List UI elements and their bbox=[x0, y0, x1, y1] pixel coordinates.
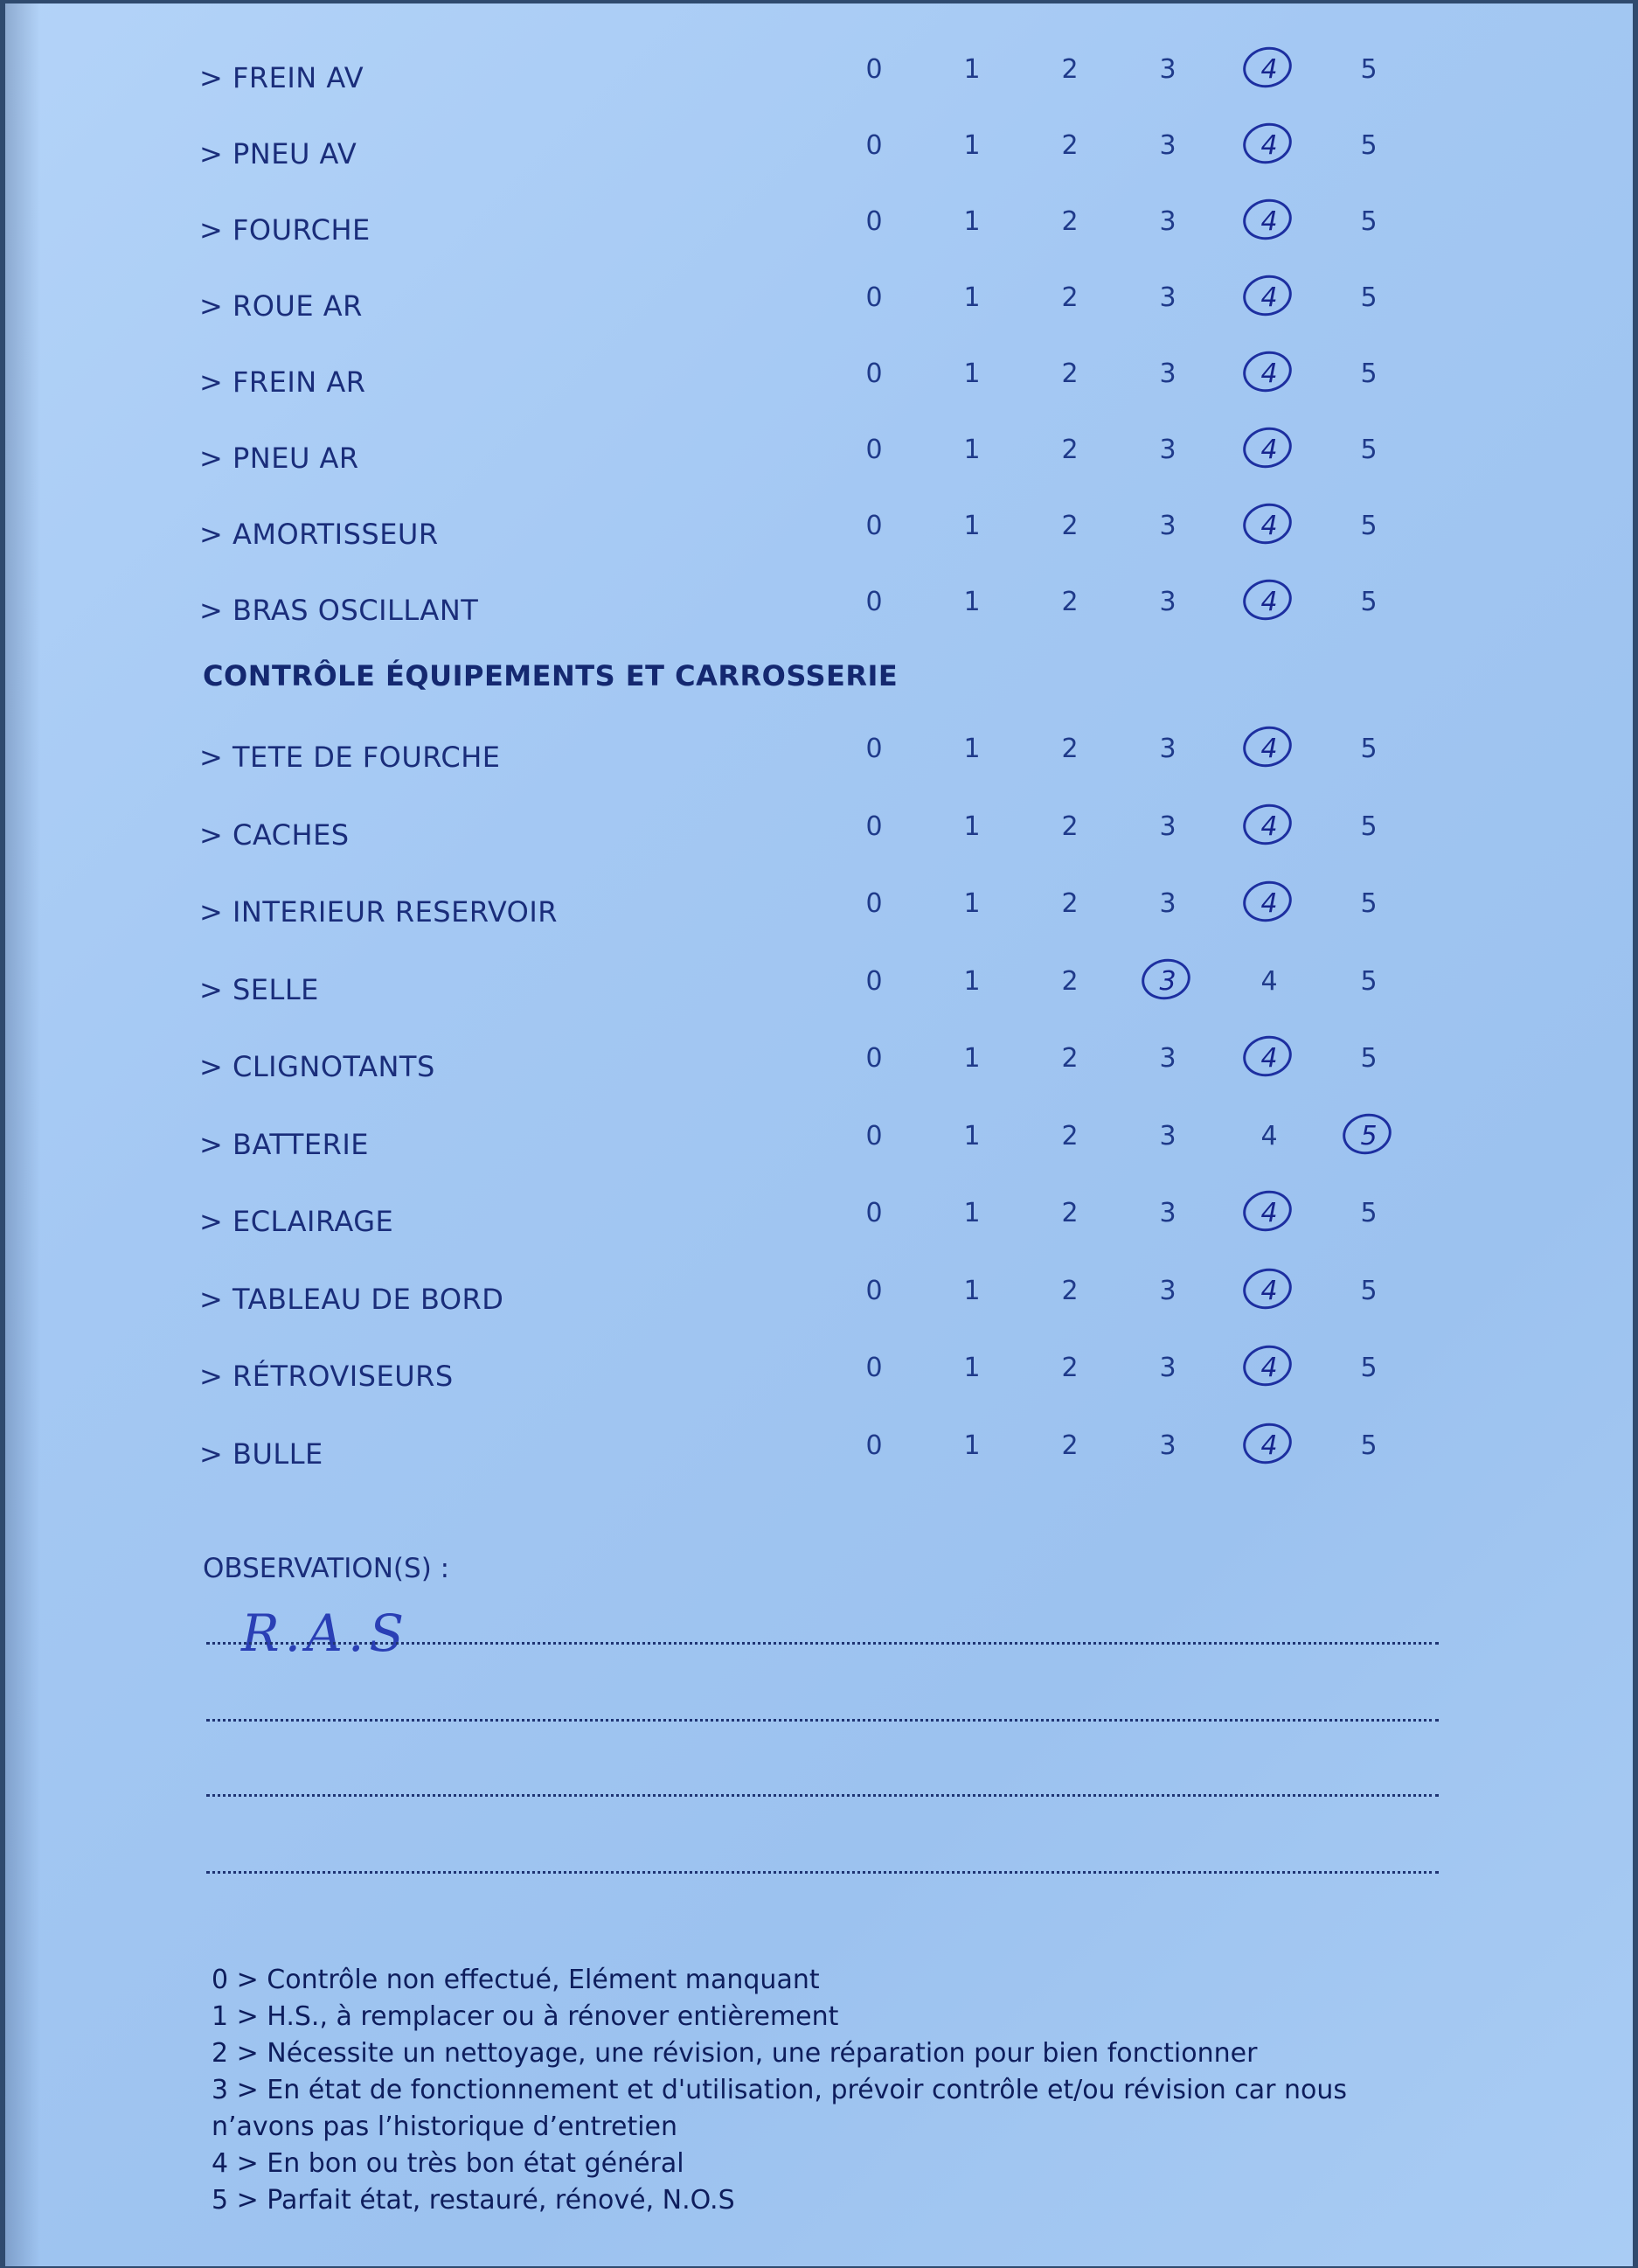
rating-score[interactable] bbox=[1343, 811, 1395, 842]
rating-score-value: 2 bbox=[1061, 1275, 1079, 1306]
handwritten-circle-mark bbox=[1239, 499, 1295, 549]
handwritten-circle-mark bbox=[1239, 1418, 1295, 1468]
rating-score[interactable] bbox=[946, 130, 998, 161]
rating-row bbox=[5, 1043, 1633, 1103]
rating-score[interactable] bbox=[1044, 130, 1096, 161]
rating-score-value: 2 bbox=[1061, 1198, 1079, 1228]
rating-score[interactable] bbox=[1343, 54, 1395, 85]
rating-score[interactable] bbox=[848, 1198, 900, 1228]
rating-score-value: 4 bbox=[1260, 130, 1278, 161]
rating-score-value: 4 bbox=[1260, 1275, 1278, 1306]
legend-line: 3 > En état de fonctionnement et d'utilisation, prévoir contrôle et/ou révision car nous bbox=[212, 2075, 1348, 2105]
rating-score-value: 1 bbox=[963, 511, 981, 541]
rating-row-label: > TETE DE FOURCHE bbox=[199, 741, 501, 774]
rating-score[interactable] bbox=[848, 1276, 900, 1306]
rating-row bbox=[5, 1430, 1633, 1490]
rating-row-label: > TABLEAU DE BORD bbox=[199, 1282, 504, 1316]
rating-score[interactable] bbox=[1343, 435, 1395, 465]
rating-score-value: 1 bbox=[963, 1120, 981, 1151]
rating-score-value: 2 bbox=[1061, 511, 1079, 541]
handwritten-circle-mark bbox=[1239, 799, 1295, 849]
rating-score-value: 0 bbox=[865, 1430, 883, 1461]
rating-score-value: 3 bbox=[1159, 888, 1176, 919]
handwritten-circle-mark bbox=[1138, 954, 1194, 1004]
rating-score[interactable] bbox=[946, 888, 998, 919]
rating-score[interactable] bbox=[1343, 1198, 1395, 1228]
rating-score-value: 5 bbox=[1360, 511, 1378, 541]
rating-score[interactable] bbox=[946, 587, 998, 617]
rating-score-value: 0 bbox=[865, 435, 883, 465]
rating-score-value: 0 bbox=[865, 282, 883, 313]
rating-score[interactable] bbox=[1243, 966, 1295, 997]
rating-score-value: 0 bbox=[865, 587, 883, 617]
rating-score-value: 5 bbox=[1360, 358, 1378, 389]
rating-score[interactable] bbox=[1142, 1121, 1194, 1151]
rating-score-selected[interactable] bbox=[1343, 1121, 1395, 1151]
rating-score[interactable] bbox=[1044, 811, 1096, 842]
handwritten-circle-mark bbox=[1339, 1109, 1395, 1158]
rating-score[interactable] bbox=[1044, 888, 1096, 919]
rating-score-value: 5 bbox=[1360, 206, 1378, 237]
rating-score-value: 2 bbox=[1061, 734, 1079, 764]
rating-score-value: 4 bbox=[1260, 1198, 1278, 1228]
rating-score[interactable] bbox=[946, 1121, 998, 1151]
rating-score[interactable] bbox=[1142, 1043, 1194, 1074]
rating-score-value: 3 bbox=[1159, 1275, 1176, 1306]
rating-score[interactable] bbox=[946, 358, 998, 389]
rating-score-value: 1 bbox=[963, 1275, 981, 1306]
rating-row bbox=[5, 888, 1633, 948]
rating-score-value: 3 bbox=[1159, 965, 1176, 997]
rating-score-value: 2 bbox=[1061, 206, 1079, 237]
rating-score[interactable] bbox=[848, 435, 900, 465]
rating-row-label: > RÉTROVISEURS bbox=[199, 1360, 454, 1393]
rating-score[interactable] bbox=[848, 54, 900, 85]
rating-row-label: > CACHES bbox=[199, 817, 350, 852]
rating-row bbox=[5, 511, 1633, 570]
rating-score[interactable] bbox=[848, 1353, 900, 1383]
rating-score[interactable] bbox=[1044, 358, 1096, 389]
rating-score[interactable] bbox=[1044, 511, 1096, 541]
observation-line-2 bbox=[206, 1719, 1439, 1722]
rating-row-label: > ROUE AR bbox=[199, 289, 363, 323]
rating-score[interactable] bbox=[1142, 130, 1194, 161]
rating-score[interactable] bbox=[848, 888, 900, 919]
rating-score[interactable] bbox=[848, 811, 900, 842]
rating-score-value: 3 bbox=[1159, 206, 1176, 237]
rating-score[interactable] bbox=[848, 966, 900, 997]
rating-score-value: 3 bbox=[1159, 587, 1176, 617]
observations-label: OBSERVATION(S) : bbox=[203, 1553, 450, 1584]
rating-score-value: 2 bbox=[1061, 130, 1079, 161]
rating-score[interactable] bbox=[1142, 358, 1194, 389]
rating-score[interactable] bbox=[946, 206, 998, 237]
rating-score[interactable] bbox=[1044, 1043, 1096, 1074]
rating-score-value: 3 bbox=[1159, 810, 1176, 842]
rating-score[interactable] bbox=[1044, 54, 1096, 85]
rating-row bbox=[5, 54, 1633, 114]
rating-score[interactable] bbox=[1142, 587, 1194, 617]
rating-score[interactable] bbox=[1044, 1276, 1096, 1306]
rating-score-value: 2 bbox=[1061, 282, 1079, 313]
rating-row bbox=[5, 810, 1633, 871]
rating-legend bbox=[212, 1962, 1453, 2219]
rating-score-value: 0 bbox=[865, 1275, 883, 1306]
rating-score-value: 1 bbox=[963, 435, 981, 465]
rating-score-value: 1 bbox=[963, 206, 981, 237]
rating-score-selected[interactable] bbox=[1243, 811, 1295, 842]
rating-score-value: 0 bbox=[865, 206, 883, 237]
rating-score-value: 4 bbox=[1260, 888, 1278, 919]
rating-score[interactable] bbox=[946, 734, 998, 764]
rating-score-value: 0 bbox=[865, 965, 883, 997]
rating-score[interactable] bbox=[1142, 282, 1194, 313]
rating-score-value: 0 bbox=[865, 511, 883, 541]
rating-score-selected[interactable] bbox=[1243, 130, 1295, 161]
rating-score[interactable] bbox=[946, 966, 998, 997]
rating-score[interactable] bbox=[1044, 966, 1096, 997]
rating-score-value: 4 bbox=[1260, 1353, 1278, 1383]
rating-score-selected[interactable] bbox=[1243, 1353, 1295, 1383]
rating-score-value: 1 bbox=[963, 587, 981, 617]
rating-score[interactable] bbox=[1343, 587, 1395, 617]
rating-score[interactable] bbox=[848, 206, 900, 237]
rating-score[interactable] bbox=[1142, 734, 1194, 764]
rating-score-value: 1 bbox=[963, 734, 981, 764]
rating-score[interactable] bbox=[1243, 1121, 1295, 1151]
rating-score-value: 4 bbox=[1260, 206, 1278, 237]
rating-score-value: 4 bbox=[1260, 54, 1278, 85]
rating-score[interactable] bbox=[848, 130, 900, 161]
rating-score[interactable] bbox=[1343, 734, 1395, 764]
rating-score-value: 1 bbox=[963, 54, 981, 85]
rating-score[interactable] bbox=[946, 811, 998, 842]
rating-score-value: 0 bbox=[865, 1353, 883, 1383]
rating-score[interactable] bbox=[1142, 1276, 1194, 1306]
rating-score-value: 1 bbox=[963, 1198, 981, 1228]
handwritten-circle-mark bbox=[1239, 575, 1295, 625]
rating-score-selected[interactable] bbox=[1243, 282, 1295, 313]
rating-score-value: 1 bbox=[963, 810, 981, 842]
rating-score[interactable] bbox=[1044, 1353, 1096, 1383]
rating-score-value: 2 bbox=[1061, 435, 1079, 465]
observations-handwritten-text: R.A.S bbox=[241, 1604, 410, 1663]
rating-row-label: > BULLE bbox=[199, 1437, 323, 1471]
rating-score-value: 5 bbox=[1360, 282, 1378, 313]
rating-row bbox=[5, 1275, 1633, 1335]
rating-score-value: 3 bbox=[1159, 1430, 1176, 1461]
rating-row bbox=[5, 206, 1633, 266]
rating-score[interactable] bbox=[1044, 1198, 1096, 1228]
rating-row-label: > FREIN AV bbox=[199, 61, 364, 94]
rating-score-value: 1 bbox=[963, 282, 981, 313]
handwritten-circle-mark bbox=[1239, 1263, 1295, 1313]
rating-score[interactable] bbox=[848, 511, 900, 541]
rating-score-value: 0 bbox=[865, 1198, 883, 1228]
rating-score[interactable] bbox=[1142, 54, 1194, 85]
rating-score-value: 5 bbox=[1360, 965, 1378, 997]
rating-score[interactable] bbox=[946, 1353, 998, 1383]
rating-score-selected[interactable] bbox=[1243, 1276, 1295, 1306]
rating-score-value: 2 bbox=[1061, 587, 1079, 617]
rating-score-value: 0 bbox=[865, 734, 883, 764]
rating-score-value: 3 bbox=[1159, 54, 1176, 85]
rating-score[interactable] bbox=[946, 282, 998, 313]
rating-row-label: > PNEU AV bbox=[199, 137, 357, 170]
legend-line: 1 > H.S., à remplacer ou à rénover entièrement bbox=[212, 2001, 839, 2032]
rating-row bbox=[5, 1198, 1633, 1257]
rating-score-value: 2 bbox=[1061, 888, 1079, 919]
rating-score[interactable] bbox=[1142, 811, 1194, 842]
rating-score-value: 2 bbox=[1061, 1043, 1079, 1074]
rating-score-value: 0 bbox=[865, 1043, 883, 1074]
rating-score[interactable] bbox=[1343, 1276, 1395, 1306]
rating-score-value: 5 bbox=[1360, 734, 1378, 764]
rating-score[interactable] bbox=[1343, 1043, 1395, 1074]
rating-row bbox=[5, 734, 1633, 793]
rating-score[interactable] bbox=[1343, 130, 1395, 161]
rating-score-selected[interactable] bbox=[1243, 587, 1295, 617]
rating-score-value: 2 bbox=[1061, 965, 1079, 997]
rating-score-value: 5 bbox=[1360, 1353, 1378, 1383]
rating-score-value: 3 bbox=[1159, 1120, 1176, 1151]
observation-line-1 bbox=[206, 1642, 1439, 1645]
rating-row-label: > BRAS OSCILLANT bbox=[199, 594, 479, 627]
rating-score[interactable] bbox=[1343, 282, 1395, 313]
rating-score-value: 3 bbox=[1159, 734, 1176, 764]
rating-score-value: 1 bbox=[963, 965, 981, 997]
rating-score-value: 4 bbox=[1260, 1430, 1278, 1461]
rating-score-value: 4 bbox=[1260, 965, 1278, 997]
rating-row bbox=[5, 587, 1633, 646]
rating-row bbox=[5, 358, 1633, 418]
rating-row-label: > CLIGNOTANTS bbox=[199, 1050, 435, 1083]
handwritten-circle-mark bbox=[1239, 877, 1295, 927]
handwritten-circle-mark bbox=[1239, 722, 1295, 772]
rating-score[interactable] bbox=[1044, 587, 1096, 617]
observation-line-4 bbox=[206, 1871, 1439, 1874]
rating-score-value: 3 bbox=[1159, 435, 1176, 465]
rating-score[interactable] bbox=[1343, 206, 1395, 237]
rating-score[interactable] bbox=[946, 1276, 998, 1306]
rating-score-value: 3 bbox=[1159, 282, 1176, 313]
observation-line-3 bbox=[206, 1794, 1439, 1797]
rating-score[interactable] bbox=[946, 1198, 998, 1228]
rating-score-value: 4 bbox=[1260, 587, 1278, 617]
rating-score[interactable] bbox=[848, 1043, 900, 1074]
rating-score-selected[interactable] bbox=[1243, 734, 1295, 764]
rating-score-value: 2 bbox=[1061, 358, 1079, 389]
rating-row bbox=[5, 1353, 1633, 1412]
rating-score-value: 4 bbox=[1260, 1120, 1278, 1151]
handwritten-circle-mark bbox=[1239, 271, 1295, 321]
rating-score[interactable] bbox=[1142, 1198, 1194, 1228]
rating-score[interactable] bbox=[946, 1430, 998, 1461]
handwritten-circle-mark bbox=[1239, 1186, 1295, 1236]
rating-score-selected[interactable] bbox=[1243, 1043, 1295, 1074]
rating-score-value: 2 bbox=[1061, 1353, 1079, 1383]
rating-score-value: 4 bbox=[1260, 435, 1278, 465]
rating-score[interactable] bbox=[1142, 888, 1194, 919]
evaluation-sheet bbox=[5, 3, 1633, 2266]
legend-line: 4 > En bon ou très bon état général bbox=[212, 2148, 684, 2179]
legend-line: n’avons pas l’historique d’entretien bbox=[212, 2111, 678, 2142]
rating-row-label: > FOURCHE bbox=[199, 213, 371, 247]
rating-score-value: 4 bbox=[1260, 511, 1278, 541]
rating-row-label: > FREIN AR bbox=[199, 365, 366, 399]
rating-row-label: > PNEU AR bbox=[199, 442, 359, 475]
rating-score[interactable] bbox=[946, 435, 998, 465]
rating-score-value: 0 bbox=[865, 130, 883, 161]
rating-score-selected[interactable] bbox=[1243, 511, 1295, 541]
handwritten-circle-mark bbox=[1239, 43, 1295, 93]
rating-score-selected[interactable] bbox=[1243, 888, 1295, 919]
rating-score-value: 3 bbox=[1159, 1353, 1176, 1383]
section-title: CONTRÔLE ÉQUIPEMENTS ET CARROSSERIE bbox=[203, 659, 899, 692]
rating-score[interactable] bbox=[848, 734, 900, 764]
rating-score-value: 1 bbox=[963, 358, 981, 389]
rating-score[interactable] bbox=[1343, 966, 1395, 997]
rating-score[interactable] bbox=[1343, 1430, 1395, 1461]
rating-score-value: 0 bbox=[865, 888, 883, 919]
rating-score-value: 4 bbox=[1260, 358, 1278, 389]
legend-line: 2 > Nécessite un nettoyage, une révision, une réparation pour bien fonctionner bbox=[212, 2038, 1258, 2069]
rating-score-value: 5 bbox=[1360, 54, 1378, 85]
rating-score-value: 5 bbox=[1360, 810, 1378, 842]
rating-score-value: 4 bbox=[1260, 734, 1278, 764]
rating-score-value: 5 bbox=[1360, 1275, 1378, 1306]
legend-line: 0 > Contrôle non effectué, Elément manquant bbox=[212, 1965, 820, 1995]
handwritten-circle-mark bbox=[1239, 423, 1295, 473]
rating-row bbox=[5, 130, 1633, 190]
rating-score-value: 1 bbox=[963, 1043, 981, 1074]
rating-score-value: 5 bbox=[1360, 1120, 1378, 1151]
rating-score[interactable] bbox=[848, 587, 900, 617]
rating-score-value: 2 bbox=[1061, 1120, 1079, 1151]
rating-score[interactable] bbox=[1142, 1353, 1194, 1383]
rating-score[interactable] bbox=[1044, 734, 1096, 764]
rating-score-value: 4 bbox=[1260, 282, 1278, 313]
handwritten-circle-mark bbox=[1239, 1032, 1295, 1082]
rating-score-value: 0 bbox=[865, 54, 883, 85]
rating-score[interactable] bbox=[1343, 511, 1395, 541]
rating-score-value: 5 bbox=[1360, 130, 1378, 161]
rating-score-value: 1 bbox=[963, 888, 981, 919]
rating-score[interactable] bbox=[1044, 1121, 1096, 1151]
rating-score-value: 3 bbox=[1159, 130, 1176, 161]
rating-score[interactable] bbox=[1044, 1430, 1096, 1461]
rating-score[interactable] bbox=[1044, 282, 1096, 313]
rating-score[interactable] bbox=[1142, 511, 1194, 541]
rating-row-label: > AMORTISSEUR bbox=[199, 518, 439, 551]
rating-row-label: > ECLAIRAGE bbox=[199, 1205, 394, 1238]
rating-score-value: 5 bbox=[1360, 1198, 1378, 1228]
rating-score[interactable] bbox=[1343, 358, 1395, 389]
handwritten-circle-mark bbox=[1239, 347, 1295, 397]
rating-score-value: 0 bbox=[865, 810, 883, 842]
rating-score-value: 1 bbox=[963, 1430, 981, 1461]
rating-score[interactable] bbox=[848, 358, 900, 389]
rating-score[interactable] bbox=[848, 282, 900, 313]
rating-score-value: 2 bbox=[1061, 54, 1079, 85]
rating-score-value: 4 bbox=[1260, 810, 1278, 842]
rating-score-value: 3 bbox=[1159, 511, 1176, 541]
rating-score-value: 0 bbox=[865, 358, 883, 389]
rating-score-selected[interactable] bbox=[1243, 435, 1295, 465]
rating-score-value: 2 bbox=[1061, 810, 1079, 842]
rating-score-selected[interactable] bbox=[1243, 54, 1295, 85]
rating-row-label: > INTERIEUR RESERVOIR bbox=[199, 895, 558, 929]
rating-row-label: > SELLE bbox=[199, 972, 319, 1006]
rating-score-selected[interactable] bbox=[1243, 1198, 1295, 1228]
rating-row bbox=[5, 965, 1633, 1026]
rating-score[interactable] bbox=[1343, 888, 1395, 919]
rating-row bbox=[5, 435, 1633, 494]
rating-score-value: 1 bbox=[963, 130, 981, 161]
rating-score[interactable] bbox=[848, 1121, 900, 1151]
rating-row bbox=[5, 282, 1633, 342]
legend-line: 5 > Parfait état, restauré, rénové, N.O.S bbox=[212, 2185, 735, 2216]
rating-score[interactable] bbox=[946, 54, 998, 85]
rating-score[interactable] bbox=[1142, 206, 1194, 237]
handwritten-circle-mark bbox=[1239, 195, 1295, 245]
rating-score-value: 3 bbox=[1159, 1043, 1176, 1074]
rating-score[interactable] bbox=[1044, 206, 1096, 237]
rating-score[interactable] bbox=[946, 511, 998, 541]
rating-score[interactable] bbox=[1142, 1430, 1194, 1461]
handwritten-circle-mark bbox=[1239, 1341, 1295, 1391]
rating-score-selected[interactable] bbox=[1142, 966, 1194, 997]
rating-score[interactable] bbox=[1044, 435, 1096, 465]
rating-row-label: > BATTERIE bbox=[199, 1127, 369, 1161]
rating-score-value: 5 bbox=[1360, 587, 1378, 617]
rating-score-selected[interactable] bbox=[1243, 206, 1295, 237]
rating-score-selected[interactable] bbox=[1243, 1430, 1295, 1461]
rating-score-value: 5 bbox=[1360, 1043, 1378, 1074]
rating-score-value: 5 bbox=[1360, 435, 1378, 465]
rating-score-value: 5 bbox=[1360, 888, 1378, 919]
rating-score-value: 3 bbox=[1159, 358, 1176, 389]
handwritten-circle-mark bbox=[1239, 119, 1295, 169]
rating-score-value: 1 bbox=[963, 1353, 981, 1383]
rating-score-value: 5 bbox=[1360, 1430, 1378, 1461]
rating-score[interactable] bbox=[848, 1430, 900, 1461]
rating-score-value: 2 bbox=[1061, 1430, 1079, 1461]
rating-score[interactable] bbox=[1142, 435, 1194, 465]
rating-row bbox=[5, 1120, 1633, 1180]
rating-score-value: 4 bbox=[1260, 1043, 1278, 1074]
rating-score[interactable] bbox=[946, 1043, 998, 1074]
rating-score-value: 0 bbox=[865, 1120, 883, 1151]
rating-score[interactable] bbox=[1343, 1353, 1395, 1383]
rating-score-selected[interactable] bbox=[1243, 358, 1295, 389]
rating-score-value: 3 bbox=[1159, 1198, 1176, 1228]
